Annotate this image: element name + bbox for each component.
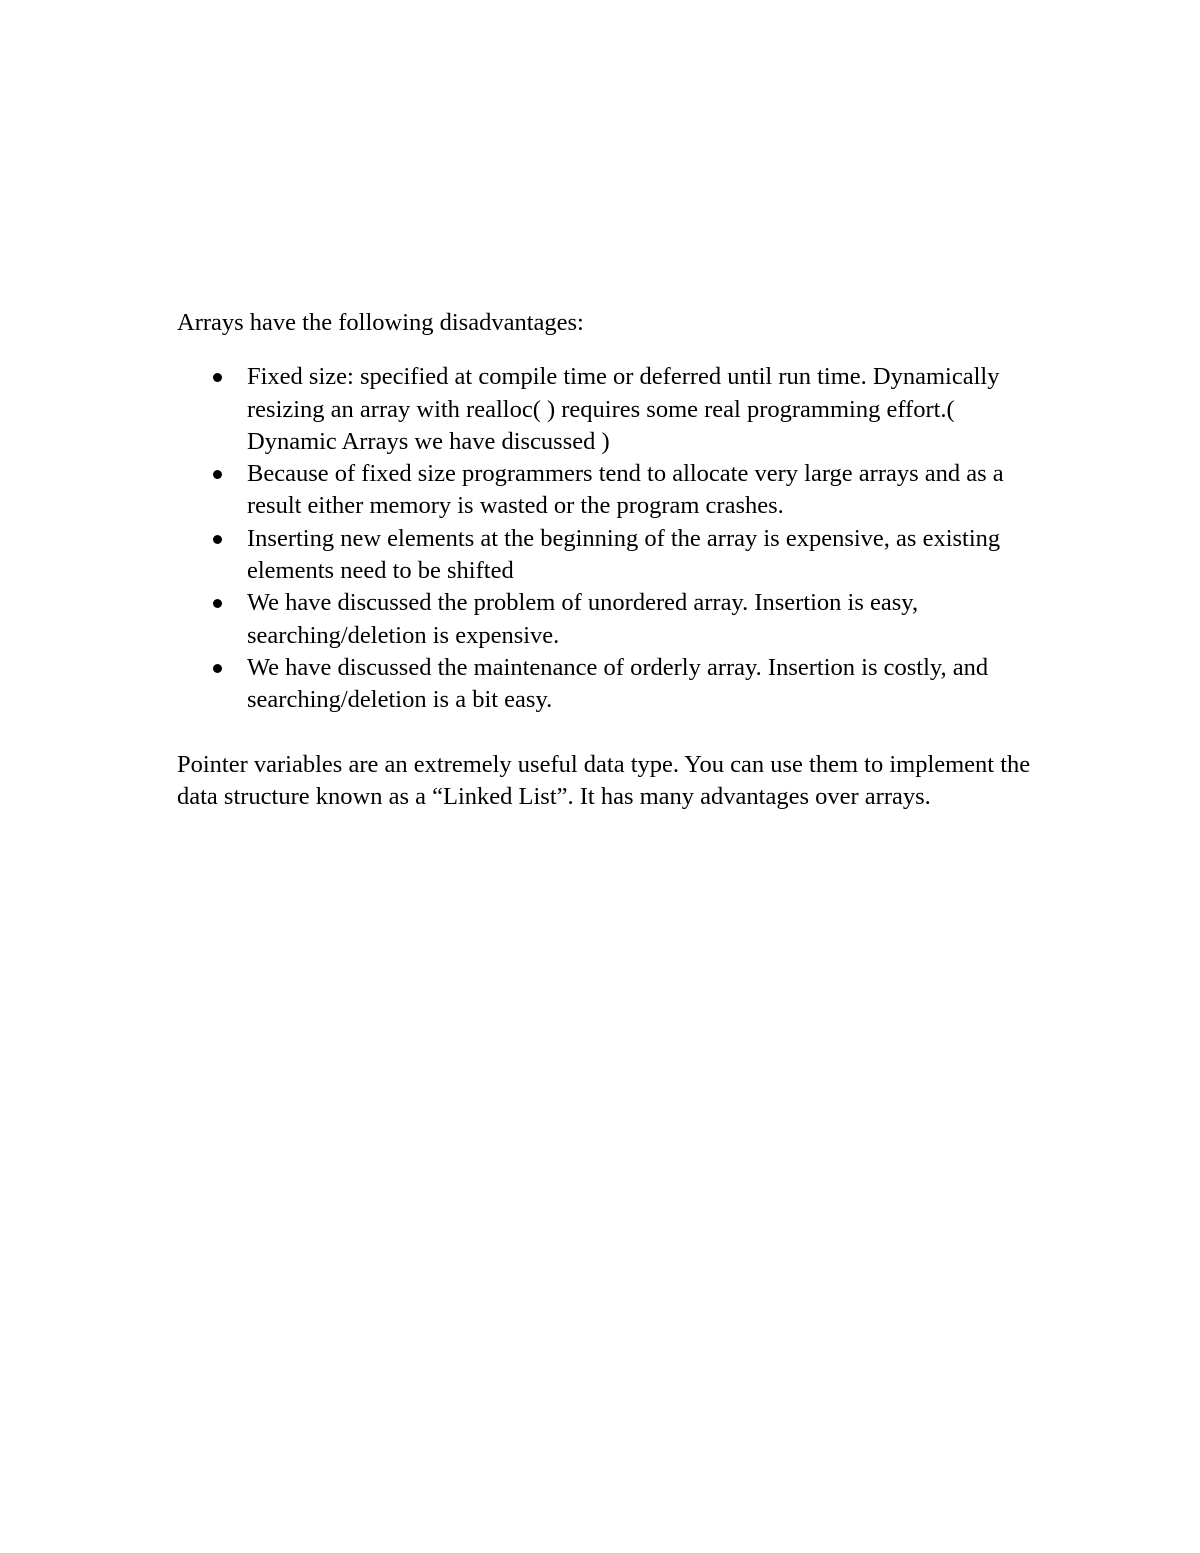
list-item [177, 361, 1037, 458]
list-item-text: We have discussed the maintenance of orderly array. Insertion is costly, and searching/deletion is a bit easy. [247, 653, 989, 714]
list-item [177, 652, 1037, 717]
closing-paragraph: Pointer variables are an extremely useful data type. You can use them to implement the data structure known as a “Linked List”. It has many advantages over arrays. [177, 750, 1031, 810]
list-item-text: Fixed size: specified at compile time or deferred until run time. Dynamically resizing an array with realloc( ) requires some real programming effort.( Dynamic Arrays we have discussed ) [247, 363, 1000, 455]
disadvantages-list [177, 361, 1037, 716]
list-item [177, 587, 1037, 652]
list-item-text: Inserting new elements at the beginning of the array is expensive, as existing elements need to be shifted [247, 524, 1001, 585]
bullet-dot-icon [213, 599, 222, 608]
list-item-text: We have discussed the problem of unordered array. Insertion is easy, searching/deletion is expensive. [247, 589, 919, 649]
bullet-dot-icon [213, 664, 222, 673]
intro-paragraph: Arrays have the following disadvantages: [177, 309, 584, 336]
document-body [177, 307, 1037, 813]
bullet-dot-icon [213, 373, 222, 382]
bullet-dot-icon [213, 470, 222, 479]
list-item [177, 458, 1037, 523]
list-item-text: Because of fixed size programmers tend to allocate very large arrays and as a result either memory is wasted or the program crashes. [247, 460, 1004, 520]
list-item [177, 523, 1037, 588]
bullet-dot-icon [213, 535, 222, 544]
